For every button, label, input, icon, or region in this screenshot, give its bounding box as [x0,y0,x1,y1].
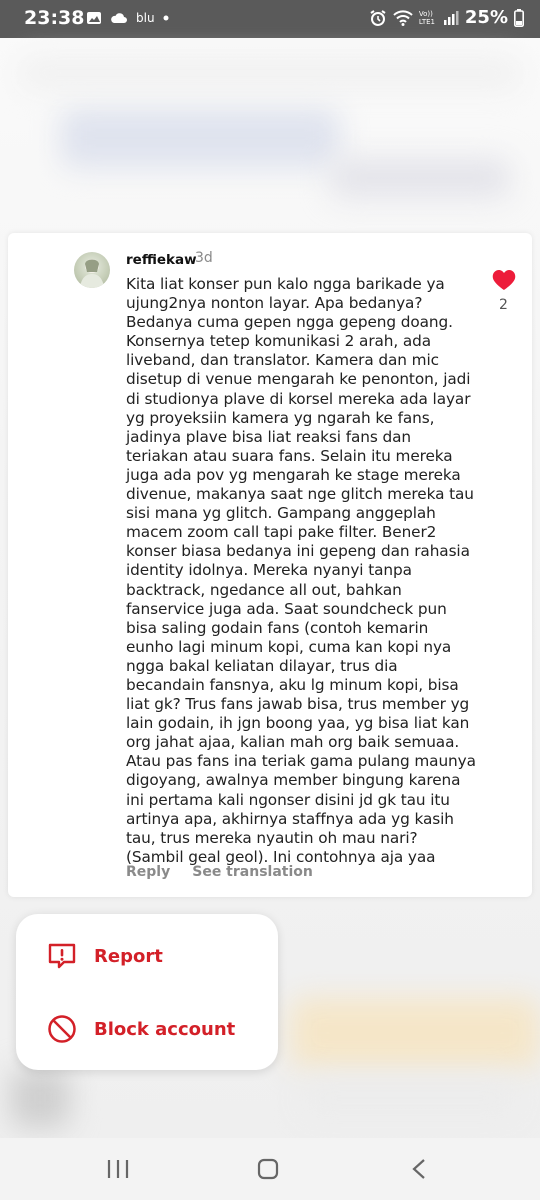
report-icon [46,940,78,972]
comment-actions [126,864,313,880]
battery-icon [514,9,524,27]
report-label: Report [94,945,163,967]
status-right-icons [369,7,524,28]
blurred-block [60,108,340,168]
comment-text: Kita liat konser pun kalo ngga barikade ya ujung2nya nonton layar. Apa bedanya? Bedanya cuma gepen ngga gepeng doang. Konsernya tetep komunikasi 2 arah, ada liveband, dan translator. Kamera dan mic disetup di venue mengarah ke penonton, jadi di studionya plave di korsel mereka ada layar yg proyeksiin kamera yg ngarah ke fans, jadinya plave bisa liat reaksi fans dan teriakan atau suara fans. Selain itu mereka juga ada pov yg mengarah ke stage mereka divenue, makanya saat nge glitch mereka tau sisi mana yg glitch. Gampang anggeplah macem zoom call tapi pake filter. Bener2 konser biasa bedanya ini gepeng dan rahasia identity idolnya. Mereka nyanyi tanpa backtrack, ngedance all out, bahkan fanservice juga ada. Saat soundcheck pun bisa saling godain fans (contoh kemarin eunho lagi minum kopi, cuma kan kopi nya ngga bakal keliatan dilayar, trus dia becandain fansnya, aku lg minum kopi, bisa liat gk? Trus fans jawab bisa, trus member yg lain godain, ih jgn boong yaa, yg bisa liat kan org jahat ajaa, kalian mah org baik semuaa. Atau pas fans ina teriak gama pulang maunya digoyang, awalnya member bingung karena ini pertama kali ngonser disini jd gk tau itu artinya apa, akhirnya staffnya ada yg kasih tau, trus mereka nyautin oh mau nari? (Sambil geal geol). Ini contohnya aja yaa [126,275,476,866]
comment-age: 3d [195,250,213,266]
blurred-block [330,158,510,198]
block-account-menu-item[interactable] [16,999,278,1059]
comment-options-menu [16,914,278,1070]
status-bar [0,0,540,38]
battery-percent: 25% [464,7,508,28]
back-icon[interactable] [410,1158,428,1180]
home-icon[interactable] [257,1158,279,1180]
block-account-label: Block account [94,1018,236,1040]
dot-icon [163,15,169,21]
reply-button[interactable]: Reply [126,864,171,880]
gallery-icon [86,10,102,26]
avatar-image [74,252,110,288]
report-menu-item[interactable] [16,926,278,986]
system-nav-bar [0,1138,540,1200]
comment-username[interactable]: reffiekaw [126,252,197,268]
recent-apps-icon[interactable] [106,1158,130,1180]
blurred-block [20,58,520,88]
like-count: 2 [499,297,508,313]
heart-icon[interactable] [492,269,516,291]
avatar[interactable] [74,252,110,288]
network-label: Vo)) LTE1 [418,9,435,26]
signal-icon [443,10,459,26]
blurred-block [290,998,540,1068]
see-translation-button[interactable]: See translation [192,864,313,880]
blurred-block [300,1078,520,1118]
carrier-label: blu [136,11,155,25]
notification-icons [86,10,169,26]
wifi-icon [393,10,413,26]
comment-card [8,233,532,897]
cloud-icon [110,11,128,25]
status-time: 23:38 [24,7,85,29]
block-icon [46,1013,78,1045]
alarm-icon [369,9,387,27]
blurred-block [10,1068,70,1128]
